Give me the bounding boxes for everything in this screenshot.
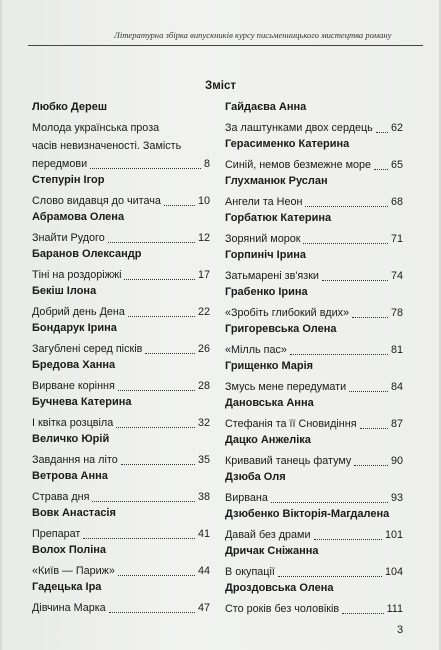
leader-dots [116,427,195,428]
toc-work[interactable] [32,192,210,210]
toc-page-number: 93 [390,492,403,504]
toc-page-number: 10 [197,195,210,207]
toc-work-title-line: Тіні на роздоріжжі [32,269,122,281]
toc-work[interactable] [225,452,403,470]
page-number: 3 [397,624,404,636]
leader-dots [360,428,388,429]
toc-page-number: 26 [197,343,210,355]
leader-dots [92,501,195,502]
toc-work-title-line: Страва дня [32,491,90,503]
toc-entry [32,507,210,543]
toc-page-number: 71 [390,233,403,245]
toc-work[interactable] [32,562,210,580]
toc-author: Степурін Ігор [32,174,105,186]
toc-title: Зміст [205,80,236,92]
leader-dots [90,168,201,169]
toc-author: Бондарук Ірина [32,322,117,334]
leader-dots [109,612,195,613]
toc-entry [225,397,403,433]
toc-page-number: 101 [384,529,403,541]
toc-entry [32,101,210,173]
toc-work-title-line: Добрий день Дена [32,306,125,318]
toc-author: Грабенко Ірина [225,286,308,298]
toc-work-title-line: Молода українська проза [32,122,160,134]
toc-work[interactable] [32,303,210,321]
toc-entry [225,323,403,359]
toc-page-number: 78 [390,307,403,319]
toc-work[interactable] [32,229,210,247]
toc-entry [32,174,210,210]
toc-author: Бредова Ханна [32,359,116,371]
toc-page-number: 84 [390,381,403,393]
toc-author: Григоревська Олена [225,323,337,335]
toc-work[interactable] [32,377,210,395]
toc-work-title-line: Кривавий танець фатуму [225,455,352,467]
toc-author: Дричак Сніжанна [225,545,319,557]
toc-work[interactable] [225,193,403,211]
toc-work[interactable] [32,266,210,284]
toc-work[interactable] [32,414,210,432]
toc-page-number: 87 [390,418,403,430]
leader-dots [128,316,195,317]
toc-page-number: 81 [390,344,403,356]
toc-entry [225,434,403,470]
toc-entry [32,433,210,469]
toc-entry [225,249,403,285]
toc-author: Любко Дереш [32,101,107,113]
leader-dots [124,279,195,280]
leader-dots [314,539,382,540]
toc-work-title-line: «Мілль пас» [225,344,287,356]
leader-dots [108,242,195,243]
toc-work-title-line: Давай без драми [225,529,311,541]
toc-page-number: 38 [197,491,210,503]
toc-work-title-line: Синій, немов безмежне море [225,159,372,171]
toc-work-title-line: В окупації [225,566,275,578]
toc-author: Бучнева Катерина [32,396,132,408]
toc-page-number: 12 [197,232,210,244]
toc-author: Вовк Анастасія [32,507,116,519]
toc-entry [32,581,210,617]
toc-author: Гадецька Іра [32,581,102,593]
toc-work-title-line: «Зробіть глибокий вдих» [225,307,350,319]
toc-work[interactable] [225,156,403,174]
toc-page-number: 41 [197,528,210,540]
toc-entry [32,248,210,284]
toc-author: Бекіш Ілона [32,285,97,297]
toc-entry [225,212,403,248]
toc-entry [225,101,403,137]
toc-author: Дацко Анжеліка [225,434,311,446]
toc-work-title-line: Затьмарені зв'язки [225,270,319,282]
toc-work-title-line: часів невизначеності. Замість [32,140,182,152]
toc-work[interactable] [225,304,403,322]
toc-author: Гайдаєва Анна [225,101,307,113]
toc-page-number: 47 [197,602,210,614]
toc-work[interactable] [225,230,403,248]
toc-page-number: 35 [197,454,210,466]
toc-work-title-line: передмови [32,158,88,170]
toc-work[interactable] [225,378,403,396]
toc-author: Величко Юрій [32,433,110,445]
leader-dots [374,169,388,170]
toc-author: Глухманюк Руслан [225,175,328,187]
toc-work[interactable] [225,119,403,137]
toc-author: Герасименко Катерина [225,138,350,150]
toc-work[interactable] [225,267,403,285]
toc-work-title-line: «Київ — Париж» [32,565,115,577]
toc-work-title-line: Препарат [32,528,81,540]
toc-work[interactable] [32,488,210,506]
header-rule [28,45,423,46]
leader-dots [164,205,195,206]
toc-entry [225,138,403,174]
toc-work-title-line: Змусь мене передумати [225,381,347,393]
toc-page-number: 68 [390,196,403,208]
toc-work[interactable] [32,525,210,543]
toc-author: Баранов Олександр [32,248,142,260]
toc-author: Дзюба Оля [225,471,286,483]
toc-work[interactable] [32,599,210,617]
toc-work-title-line: Завдання на літо [32,454,118,466]
leader-dots [303,243,388,244]
toc-work-title-line: Загублені серед пісків [32,343,143,355]
leader-dots [352,317,388,318]
toc-entry [225,471,403,507]
leader-dots [290,354,388,355]
toc-work-title-line: Стефанія та її Сновидіння [225,418,357,430]
toc-work-title-line: Дівчина Марка [32,602,106,614]
toc-page-number: 17 [197,269,210,281]
toc-entry [225,508,403,544]
leader-dots [121,464,195,465]
toc-entry [32,470,210,506]
toc-entry [32,544,210,580]
running-header: Літературна збірка випускників курсу письменницького мистецтва роману [114,30,392,40]
toc-column-right [225,101,403,619]
toc-author: Горпиніч Ірина [225,249,306,261]
toc-work-title-line: Ангели та Неон [225,196,303,208]
toc-entry [225,360,403,396]
toc-work[interactable] [225,489,403,507]
toc-entry [32,359,210,395]
toc-page-number: 62 [390,122,403,134]
toc-author: Дзюбенко Вікторія-Магдалена [225,508,390,520]
toc-work[interactable] [225,415,403,433]
toc-author: Ветрова Анна [32,470,108,482]
toc-author: Дроздовська Олена [225,582,334,594]
leader-dots [118,575,195,576]
toc-work-title-line: Слово видавця до читача [32,195,161,207]
toc-work-title-line: І квітка розцвіла [32,417,114,429]
toc-work[interactable] [32,451,210,469]
toc-work-title-line: Вирване коріння [32,380,115,392]
toc-page-number: 22 [197,306,210,318]
toc-entry [225,286,403,322]
toc-work-title-line: За лаштунками двох сердець [225,122,373,134]
toc-work-title-line: Зоряний морок [225,233,301,245]
leader-dots [118,390,195,391]
leader-dots [342,613,383,614]
toc-page-number: 28 [197,380,210,392]
leader-dots [322,280,388,281]
toc-work-title-line: Знайти Рудого [32,232,105,244]
toc-author: Абрамова Олена [32,211,125,223]
toc-page-number: 44 [197,565,210,577]
leader-dots [271,502,388,503]
toc-page-number: 111 [386,603,403,615]
toc-page-number: 104 [384,566,403,578]
toc-work[interactable] [225,563,403,581]
toc-page-number: 32 [197,417,210,429]
leader-dots [349,391,388,392]
toc-page-number: 90 [390,455,403,467]
book-page [2,0,439,650]
toc-work-title-line: Сто років без чоловіків [225,603,340,615]
toc-entry [32,211,210,247]
toc-entry [225,545,403,581]
toc-work[interactable] [225,341,403,359]
leader-dots [305,206,388,207]
leader-dots [145,353,195,354]
leader-dots [354,465,388,466]
toc-entry [225,582,403,618]
toc-column-left [32,101,210,618]
toc-work[interactable] [32,340,210,358]
leader-dots [376,132,388,133]
toc-page-number: 74 [390,270,403,282]
toc-entry [32,396,210,432]
toc-author: Дановська Анна [225,397,314,409]
toc-entry [32,285,210,321]
toc-page-number: 65 [390,159,403,171]
toc-author: Грищенко Марія [225,360,314,372]
toc-author: Горбатюк Катерина [225,212,332,224]
toc-entry [32,322,210,358]
leader-dots [278,576,382,577]
toc-work[interactable] [32,119,210,173]
toc-author: Волох Поліна [32,544,107,556]
toc-page-number: 8 [203,158,210,170]
toc-work[interactable] [225,600,403,618]
toc-work-title-line: Вирвана [225,492,268,504]
leader-dots [83,538,195,539]
toc-work[interactable] [225,526,403,544]
toc-entry [225,175,403,211]
